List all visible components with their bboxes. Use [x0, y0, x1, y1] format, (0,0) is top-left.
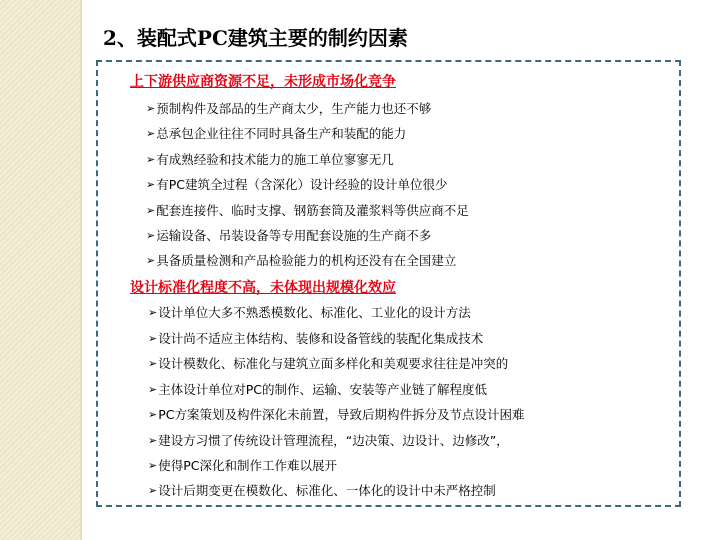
slide-title: 2、装配式PC建筑主要的制约因素	[103, 26, 408, 50]
list-item-text: 有成熟经验和技术能力的施工单位寥寥无几	[156, 152, 394, 167]
list-item	[146, 226, 431, 244]
arrow-bullet-icon: ➢	[146, 177, 156, 191]
list-item	[148, 431, 509, 449]
list-item-text: 主体设计单位对PC的制作、运输、安装等产业链了解程度低	[158, 382, 487, 397]
list-item-text: PC方案策划及构件深化未前置，导致后期构件拆分及节点设计困难	[158, 407, 525, 422]
list-item	[148, 380, 487, 398]
arrow-bullet-icon: ➢	[146, 253, 156, 267]
list-item	[146, 175, 448, 193]
list-item-text: 运输设备、吊装设备等专用配套设施的生产商不多	[156, 228, 432, 243]
list-item	[148, 456, 337, 474]
arrow-bullet-icon: ➢	[148, 483, 158, 497]
list-item-text: 使得PC深化和制作工作难以展开	[158, 458, 337, 473]
list-item	[148, 405, 525, 423]
list-item-text: 设计后期变更在模数化、标准化、一体化的设计中未严格控制	[158, 483, 496, 498]
list-item-text: 配套连接件、临时支撑、钢筋套筒及灌浆料等供应商不足	[156, 203, 469, 218]
list-item-text: 具备质量检测和产品检验能力的机构还没有在全国建立	[156, 253, 457, 268]
list-item	[146, 251, 456, 269]
decorative-side-bar	[0, 0, 80, 540]
list-item-text: 预制构件及部品的生产商太少，生产能力也还不够	[156, 101, 432, 116]
list-item	[146, 99, 431, 117]
arrow-bullet-icon: ➢	[146, 228, 156, 242]
list-item-text: 设计单位大多不熟悉模数化、标准化、工业化的设计方法	[158, 305, 471, 320]
list-item	[146, 150, 394, 168]
arrow-bullet-icon: ➢	[146, 101, 156, 115]
arrow-bullet-icon: ➢	[148, 433, 158, 447]
list-item-text: 设计模数化、标准化与建筑立面多样化和美观要求往往是冲突的	[158, 356, 509, 371]
list-item	[148, 354, 508, 372]
arrow-bullet-icon: ➢	[148, 458, 158, 472]
arrow-bullet-icon: ➢	[146, 152, 156, 166]
arrow-bullet-icon: ➢	[146, 203, 156, 217]
arrow-bullet-icon: ➢	[148, 356, 158, 370]
arrow-bullet-icon: ➢	[148, 305, 158, 319]
list-item	[146, 124, 406, 142]
side-bar-edge	[80, 0, 82, 540]
arrow-bullet-icon: ➢	[148, 382, 158, 396]
arrow-bullet-icon: ➢	[148, 331, 158, 345]
list-item	[146, 201, 469, 219]
list-item-text: 总承包企业往往不同时具备生产和装配的能力	[156, 126, 407, 141]
list-item-text: 设计尚不适应主体结构、装修和设备管线的装配化集成技术	[158, 331, 484, 346]
list-item	[148, 329, 483, 347]
list-item	[148, 481, 496, 499]
section-heading-supply: 上下游供应商资源不足，未形成市场化竞争	[130, 74, 396, 90]
arrow-bullet-icon: ➢	[148, 407, 158, 421]
list-item-text: 建设方习惯了传统设计管理流程，“边决策、边设计、边修改”，	[158, 433, 509, 448]
list-item-text: 有PC建筑全过程（含深化）设计经验的设计单位很少	[156, 177, 448, 192]
section-heading-design: 设计标准化程度不高，未体现出规模化效应	[130, 280, 396, 296]
arrow-bullet-icon: ➢	[146, 126, 156, 140]
list-item	[148, 303, 471, 321]
